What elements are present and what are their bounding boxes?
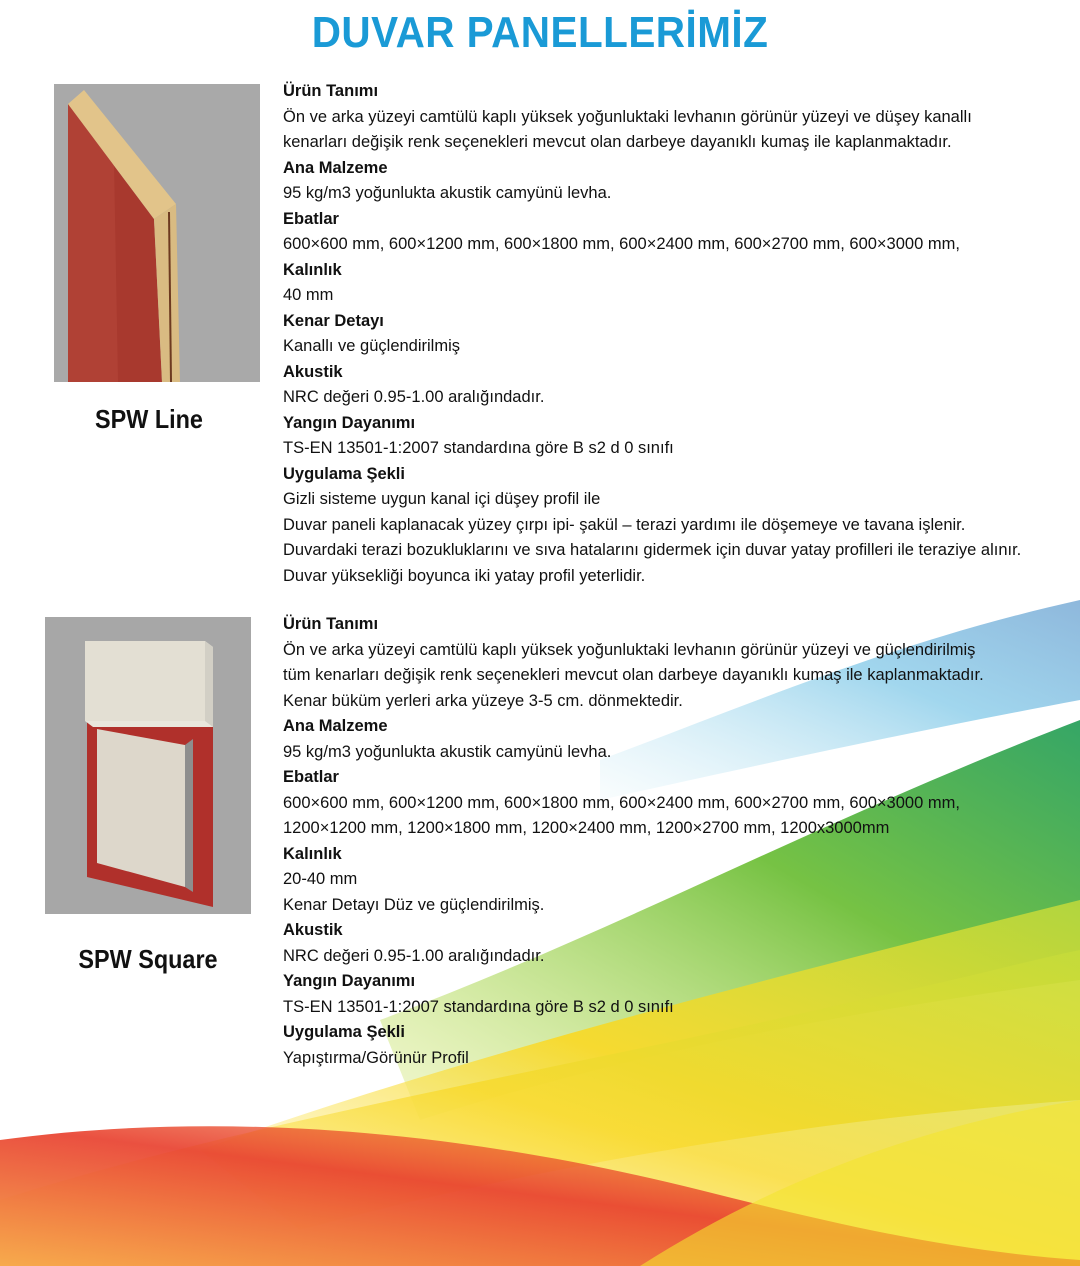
- spec-text-urun-tanimi: Ön ve arka yüzeyi camtülü kaplı yüksek yoğunluktaki levhanın görünür yüzeyi ve güçlendirilmiş: [283, 640, 976, 659]
- spec-text-ana-malzeme: 95 kg/m3 yoğunlukta akustik camyünü levha.: [283, 742, 612, 761]
- spw-square-product-name: SPW Square: [78, 944, 218, 974]
- spec-text-kalinlik: Kenar Detayı Düz ve güçlendirilmiş.: [283, 895, 545, 914]
- spec-text-urun-tanimi: Kenar büküm yerleri arka yüzeye 3-5 cm. dönmektedir.: [283, 691, 683, 710]
- spw-line-product-image: [54, 84, 260, 382]
- spec-text-urun-tanimi: kenarları değişik renk seçenekleri mevcut olan darbeye dayanıklı kumaş ile kaplanmaktadır.: [283, 133, 952, 151]
- spec-heading-yangin-dayanimi: Yangın Dayanımı: [283, 413, 416, 432]
- spec-text-urun-tanimi: Ön ve arka yüzeyi camtülü kaplı yüksek yoğunluktaki levhanın görünür yüzeyi ve düşey kanallı: [283, 107, 972, 126]
- spec-text-kalinlik: 40 mm: [283, 286, 334, 304]
- spw-square-product-image: [45, 617, 251, 914]
- spec-heading-kalinlik: Kalınlık: [283, 260, 342, 279]
- spec-heading-urun-tanimi: Ürün Tanımı: [283, 82, 379, 100]
- spec-text-ebatlar: 600×600 mm, 600×1200 mm, 600×1800 mm, 600×2400 mm, 600×2700 mm, 600×3000 mm,: [283, 793, 960, 812]
- spec-text-uygulama-sekli: Duvardaki terazi bozukluklarını ve sıva hatalarını gidermek için duvar yatay profilleri ile teraziye alınır.: [283, 541, 1022, 559]
- spec-heading-yangin-dayanimi: Yangın Dayanımı: [283, 972, 416, 990]
- spec-text-akustik: NRC değeri 0.95-1.00 aralığındadır.: [283, 388, 545, 406]
- spec-text-ana-malzeme: 95 kg/m3 yoğunlukta akustik camyünü levha.: [283, 184, 612, 202]
- spec-heading-kenar-detayi: Kenar Detayı: [283, 311, 384, 330]
- spw-line-specs: [283, 79, 1063, 589]
- spec-heading-kalinlik: Kalınlık: [283, 844, 342, 863]
- spec-text-uygulama-sekli: Yapıştırma/Görünür Profil: [283, 1048, 469, 1067]
- spec-heading-ebatlar: Ebatlar: [283, 209, 339, 228]
- spec-heading-ana-malzeme: Ana Malzeme: [283, 158, 388, 177]
- spec-heading-urun-tanimi: Ürün Tanımı: [283, 615, 379, 633]
- spec-text-uygulama-sekli: Gizli sisteme uygun kanal içi düşey profil ile: [283, 490, 601, 508]
- spec-heading-akustik: Akustik: [283, 921, 343, 939]
- spec-heading-akustik: Akustik: [283, 362, 343, 381]
- spec-heading-ebatlar: Ebatlar: [283, 768, 339, 786]
- spec-text-uygulama-sekli: Duvar paneli kaplanacak yüzey çırpı ipi- şakül – terazi yardımı ile döşemeye ve tavana işlenir.: [283, 515, 966, 534]
- spec-text-kalinlik: 20-40 mm: [283, 870, 358, 888]
- spec-heading-uygulama-sekli: Uygulama Şekli: [283, 1023, 405, 1041]
- spw-line-product-name: SPW Line: [95, 404, 203, 434]
- spec-text-ebatlar: 600×600 mm, 600×1200 mm, 600×1800 mm, 600×2400 mm, 600×2700 mm, 600×3000 mm,: [283, 235, 960, 253]
- spec-text-akustik: NRC değeri 0.95-1.00 aralığındadır.: [283, 946, 545, 965]
- spec-text-urun-tanimi: tüm kenarları değişik renk seçenekleri mevcut olan darbeye dayanıklı kumaş ile kaplanmaktadır.: [283, 666, 984, 684]
- spec-heading-ana-malzeme: Ana Malzeme: [283, 717, 388, 735]
- spec-text-ebatlar: 1200×1200 mm, 1200×1800 mm, 1200×2400 mm, 1200×2700 mm, 1200x3000mm: [283, 819, 890, 837]
- spw-square-specs: [283, 612, 1063, 1071]
- spec-text-yangin-dayanimi: TS-EN 13501-1:2007 standardına göre B s2 d 0 sınıfı: [283, 997, 674, 1016]
- spec-text-uygulama-sekli: Duvar yüksekliği boyunca iki yatay profil yeterlidir.: [283, 566, 646, 585]
- spec-text-kenar-detayi: Kanallı ve güçlendirilmiş: [283, 337, 460, 355]
- page-title: DUVAR PANELLERİMİZ: [311, 8, 769, 57]
- spec-text-yangin-dayanimi: TS-EN 13501-1:2007 standardına göre B s2 d 0 sınıfı: [283, 439, 674, 457]
- spec-heading-uygulama-sekli: Uygulama Şekli: [283, 464, 405, 483]
